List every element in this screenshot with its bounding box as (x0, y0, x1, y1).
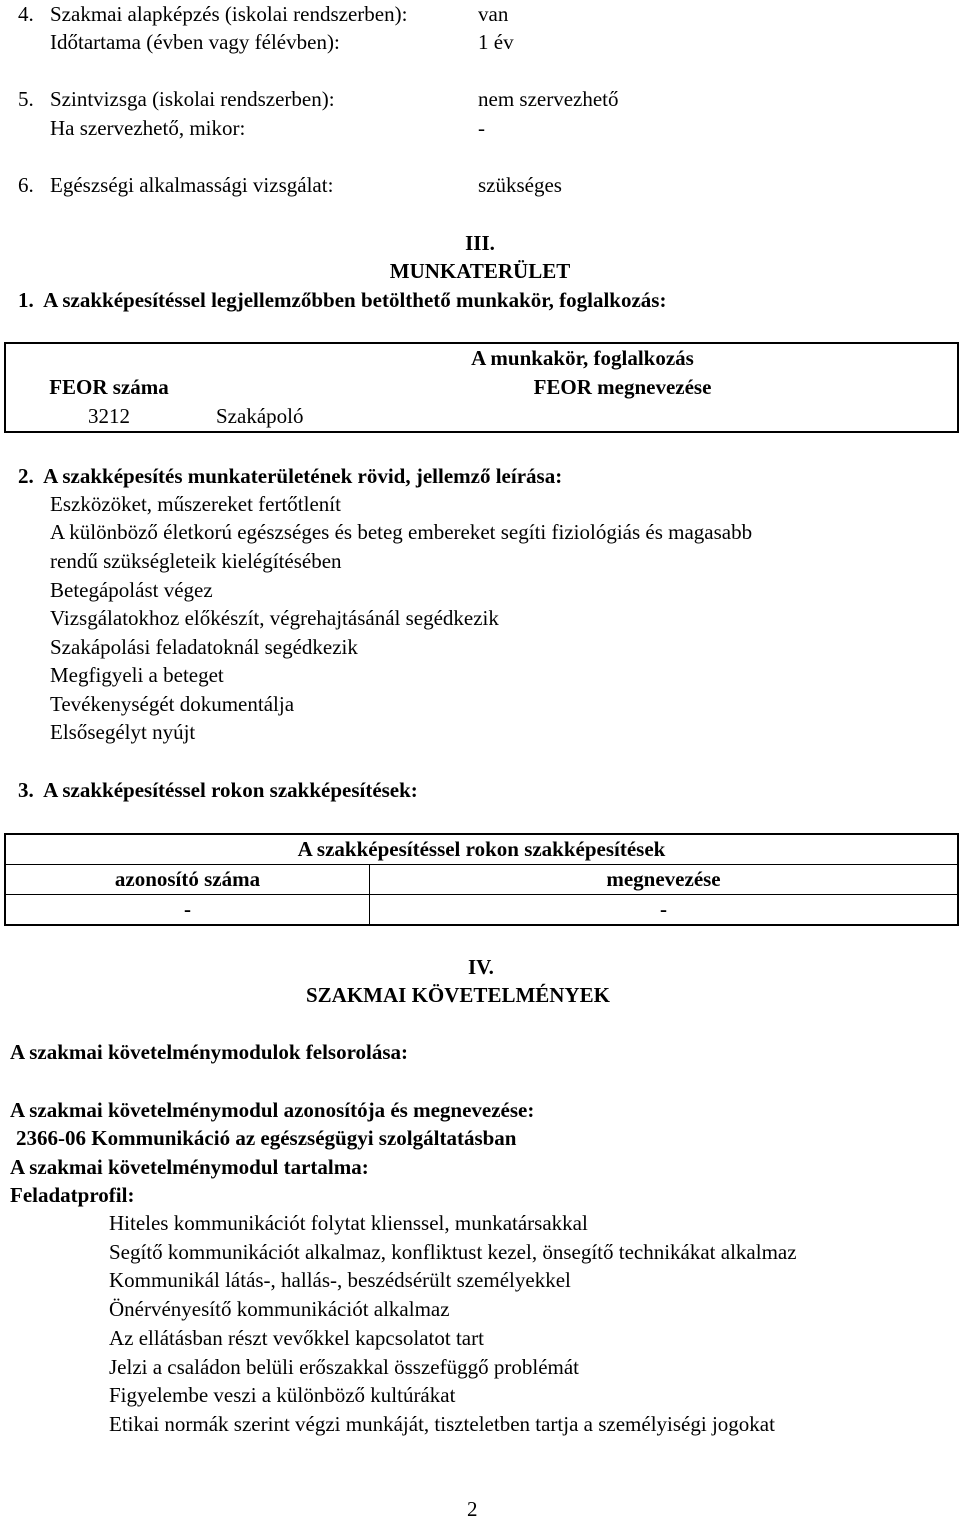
related-id-cell: - (5, 895, 370, 926)
profile-item: Hiteles kommunikációt folytat klienssel, munkatársakkal (109, 1211, 588, 1235)
chapter-3-title: MUNKATERÜLET (389, 259, 571, 283)
duration-label: Időtartama (évben vagy félévben): (50, 30, 340, 54)
task-item: Eszközöket, műszereket fertőtlenít (50, 492, 341, 516)
task-item: Tevékenységét dokumentálja (50, 692, 295, 716)
related-name-header: megnevezése (370, 865, 959, 895)
profile-item: Segítő kommunikációt alkalmaz, konfliktust kezel, önsegítő technikákat alkalmaz (109, 1240, 797, 1264)
feor-code-header: FEOR száma (49, 375, 169, 399)
occupation-table (4, 342, 959, 433)
item-4-label: Szakmai alapképzés (iskolai rendszerben): (50, 2, 408, 26)
related-header: A szakképesítéssel rokon szakképesítések (5, 834, 958, 865)
when-value: - (478, 116, 485, 140)
question-2: 2. A szakképesítés munkaterületének rövid, jellemző leírása: (18, 464, 563, 488)
when-label: Ha szervezhető, mikor: (50, 116, 246, 140)
item-4-num: 4. (18, 2, 34, 26)
profile-item: Jelzi a családon belüli erőszakkal összefüggő problémát (109, 1355, 579, 1379)
related-id-header: azonosító száma (5, 865, 370, 895)
module-content-heading: A szakmai követelménymodul tartalma: (10, 1155, 369, 1179)
page-number: 2 (467, 1497, 478, 1521)
item-4-value: van (478, 2, 509, 26)
occupation-header: A munkakör, foglalkozás (471, 346, 694, 370)
chapter-3-numeral: III. (465, 231, 495, 255)
chapter-4-title: SZAKMAI KÖVETELMÉNYEK (306, 983, 610, 1007)
chapter-4-numeral: IV. (468, 955, 494, 979)
task-item: Betegápolást végez (50, 578, 213, 602)
module-code: 2366-06 Kommunikáció az egészségügyi szolgáltatásban (16, 1126, 517, 1150)
question-1: 1. A szakképesítéssel legjellemzőbben betölthető munkakör, foglalkozás: (18, 288, 667, 312)
item-6-label: Egészségi alkalmassági vizsgálat: (50, 173, 334, 197)
profile-item: Figyelembe veszi a különböző kultúrákat (109, 1383, 456, 1407)
task-item: Megfigyeli a beteget (50, 663, 224, 687)
item-5-label: Szintvizsga (iskolai rendszerben): (50, 87, 335, 111)
item-5-num: 5. (18, 87, 34, 111)
feor-name-cell: Szakápoló (216, 404, 304, 428)
profile-heading: Feladatprofil: (10, 1183, 135, 1207)
related-qualifications-table (4, 833, 959, 926)
task-item: Vizsgálatokhoz előkészít, végrehajtásánál segédkezik (50, 606, 499, 630)
task-item: rendű szükségleteik kielégítésében (50, 549, 342, 573)
feor-name-header: FEOR megnevezése (533, 375, 712, 399)
duration-value: 1 év (478, 30, 514, 54)
item-6-num: 6. (18, 173, 34, 197)
task-item: A különböző életkorú egészséges és beteg embereket segíti fiziológiás és magasabb (50, 520, 753, 544)
item-5-value: nem szervezhető (478, 87, 619, 111)
item-6-value: szükséges (478, 173, 562, 197)
task-item: Elsősegélyt nyújt (50, 720, 196, 744)
task-item: Szakápolási feladatoknál segédkezik (50, 635, 358, 659)
module-id-heading: A szakmai követelménymodul azonosítója és megnevezése: (10, 1098, 535, 1122)
profile-item: Önérvényesítő kommunikációt alkalmaz (109, 1297, 450, 1321)
profile-item: Etikai normák szerint végzi munkáját, tiszteletben tartja a személyiségi jogokat (109, 1412, 775, 1436)
question-3: 3. A szakképesítéssel rokon szakképesítések: (18, 778, 418, 802)
feor-code-cell: 3212 (88, 404, 130, 428)
related-name-cell: - (660, 897, 667, 921)
profile-item: Kommunikál látás-, hallás-, beszédsérült személyekkel (109, 1268, 571, 1292)
modules-list-heading: A szakmai követelménymodulok felsorolása: (10, 1040, 409, 1064)
profile-item: Az ellátásban részt vevőkkel kapcsolatot tart (109, 1326, 484, 1350)
